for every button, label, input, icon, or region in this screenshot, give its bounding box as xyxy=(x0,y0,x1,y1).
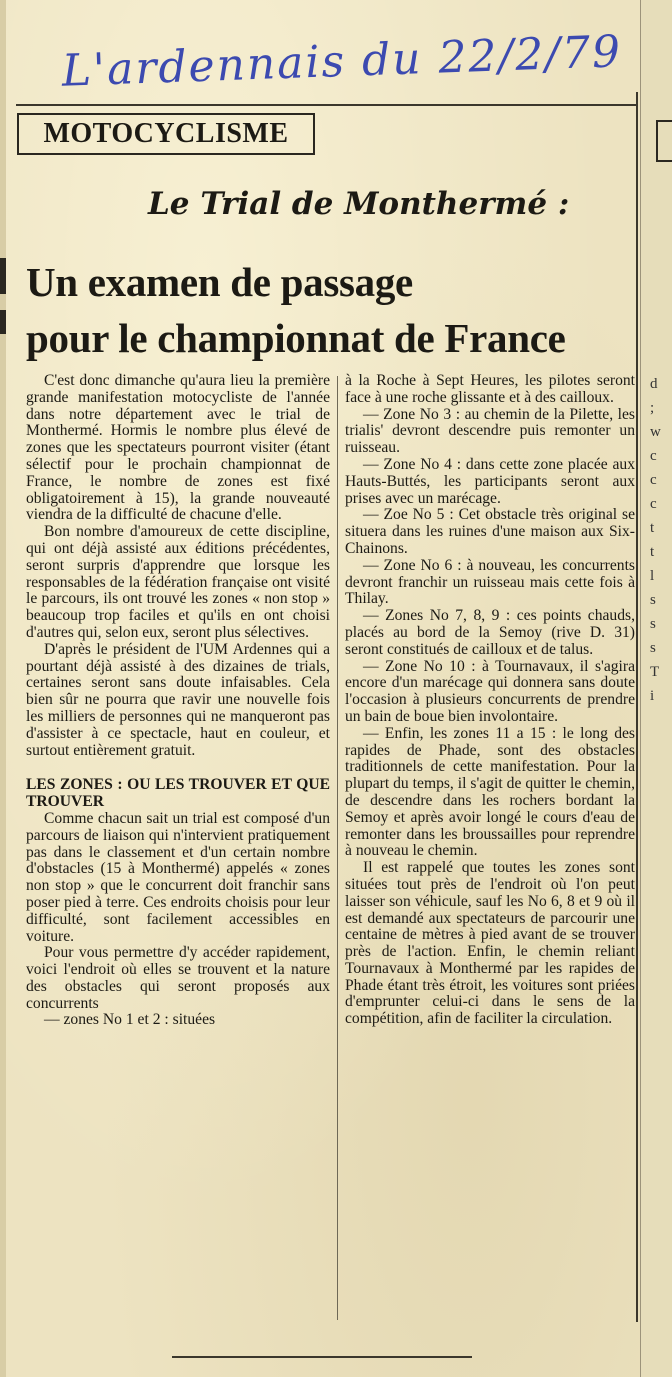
fragment: w xyxy=(650,424,661,440)
paragraph: C'est donc dimanche qu'aura lieu la première grande manifestation motocycliste de l'année dans notre département avec le trial de Monthermé. Hormis le nombre plus élevé de zones que les spectateurs pourront visiter (étant sélectif pour le prochain championnat de France, le nombre de zones est fixé obligatoirement à 15), la grande nouveauté viendra de la difficulté de chacune d'elle. xyxy=(26,372,330,524)
paragraph: — Zone No 4 : dans cette zone placée aux Hauts-Buttés, les participants seront aux prises avec un marécage. xyxy=(345,455,635,507)
fragment: ; xyxy=(650,400,655,416)
headline-line-2: pour le championnat de France xyxy=(26,315,566,361)
adjacent-article-fragments xyxy=(650,372,670,708)
fragment: c xyxy=(650,448,657,464)
paragraph: D'après le président de l'UM Ardennes qui a pourtant déjà assisté à des dizaines de trials, certaines seront sans doute infaisables. Cela bien sûr ne pourra que ravir une nouvelle fois les milliers de personnes qui ne manqueront pas d'assister à ce spectacle, haut en couleur, et surtout entièrement gratuit. xyxy=(26,640,330,759)
paragraph: Pour vous permettre d'y accéder rapidement, voici l'endroit où elles se trouvent et la nature des obstacles qui seront proposés aux concurrents xyxy=(26,944,330,1012)
paragraph: — Zoe No 5 : Cet obstacle très original se situera dans les ruines d'une maison aux Six-Chainons. xyxy=(345,506,635,557)
fragment: s xyxy=(650,592,656,608)
left-margin-mark xyxy=(0,310,6,334)
section-heading: LES ZONES : OU LES TROUVER ET QUE TROUVER xyxy=(26,776,330,811)
paragraph: à la Roche à Sept Heures, les pilotes seront face à une roche glissante et à des cailloux. xyxy=(345,372,635,406)
article-headline xyxy=(26,254,638,366)
paragraph: — Zone No 6 : à nouveau, les concurrents devront franchir un ruisseau mais cette fois à Thilay. xyxy=(345,556,635,608)
paragraph: — Enfin, les zones 11 a 15 : le long des rapides de Phade, sont des obstacles traditionnels de cette manifestation. Pour la plupart du temps, il s'agit de quitter le chemin, de descendre dans les rochers bordant la Semoy et après avoir longé le cours d'eau de remonter dans les broussailles pour reprendre à nouveau le chemin. xyxy=(345,724,635,860)
fragment: t xyxy=(650,520,655,536)
fragment: l xyxy=(650,568,655,584)
fragment: c xyxy=(650,496,657,512)
left-margin-strip xyxy=(0,0,6,1377)
fragment: s xyxy=(650,616,656,632)
paragraph: Bon nombre d'amoureux de cette discipline, qui ont déjà assisté aux éditions précédentes, seront surpris d'apprendre que lorsque les responsables de la fédération française ont visité le parcours, ils ont trouvé les zones « non stop » beaucoup trop faciles et qu'ils en ont choisi d'autres qui, selon eux, seront plus sélectives. xyxy=(26,523,330,641)
paragraph: Comme chacun sait un trial est composé d'un parcours de liaison qui n'intervient pratiquement pas dans le classement et d'un certain nombre d'obstacles (15 à Monthermé) appelés « zones non stop » que le concurrent doit franchir sans poser pied à terre. Ces endroits choisis pour leur difficulté, sont facilement accessibles en voiture. xyxy=(26,809,330,945)
fragment: d xyxy=(650,376,658,392)
article-kicker: Le Trial de Monthermé : xyxy=(148,186,570,222)
paragraph: — Zone No 3 : au chemin de la Pilette, les trialis' devront descendre puis remonter un ruisseau. xyxy=(345,405,635,457)
fragment: c xyxy=(650,472,657,488)
bottom-rule xyxy=(172,1356,472,1358)
paragraph: — Zones No 7, 8, 9 : ces points chauds, placés au bord de la Semoy (rive D. 31) seront constitués de cailloux et de talus. xyxy=(345,607,635,658)
column-divider xyxy=(337,376,338,1320)
top-rule xyxy=(16,104,636,106)
fragment: i xyxy=(650,688,655,704)
paragraph: — Zone No 10 : à Tournavaux, il s'agira encore d'un marécage qui donnera sans doute l'occasion à plusieurs concurrents de prendre un bain de boue bien involontaire. xyxy=(345,657,635,725)
article-column-1 xyxy=(26,373,330,1029)
section-rubric: MOTOCYCLISME xyxy=(17,113,315,155)
fragment: t xyxy=(650,544,655,560)
article-column-2 xyxy=(345,373,635,1028)
adjacent-article-box xyxy=(656,120,672,162)
paragraph: Il est rappelé que toutes les zones sont situées tout près de l'endroit où l'on peut laisser son véhicule, sauf les No 6, 8 et 9 où il est demandé aux spectateurs de parcourir une centaine de mètres à pied avant de se trouver près de l'action. Enfin, le chemin reliant Tournavaux à Monthermé par les rapides de Phade étant très étroit, les voitures sont priées d'emprunter celui-ci dans le sens de la compétition, afin de faciliter la circulation. xyxy=(345,859,635,1028)
left-margin-mark xyxy=(0,258,6,294)
paragraph: — zones No 1 et 2 : situées xyxy=(44,1011,216,1029)
handwritten-date-note: L'ardennais du 22/2/79 xyxy=(60,26,623,97)
fragment: s xyxy=(650,640,656,656)
headline-line-1: Un examen de passage xyxy=(26,259,413,305)
fragment: T xyxy=(650,664,660,680)
